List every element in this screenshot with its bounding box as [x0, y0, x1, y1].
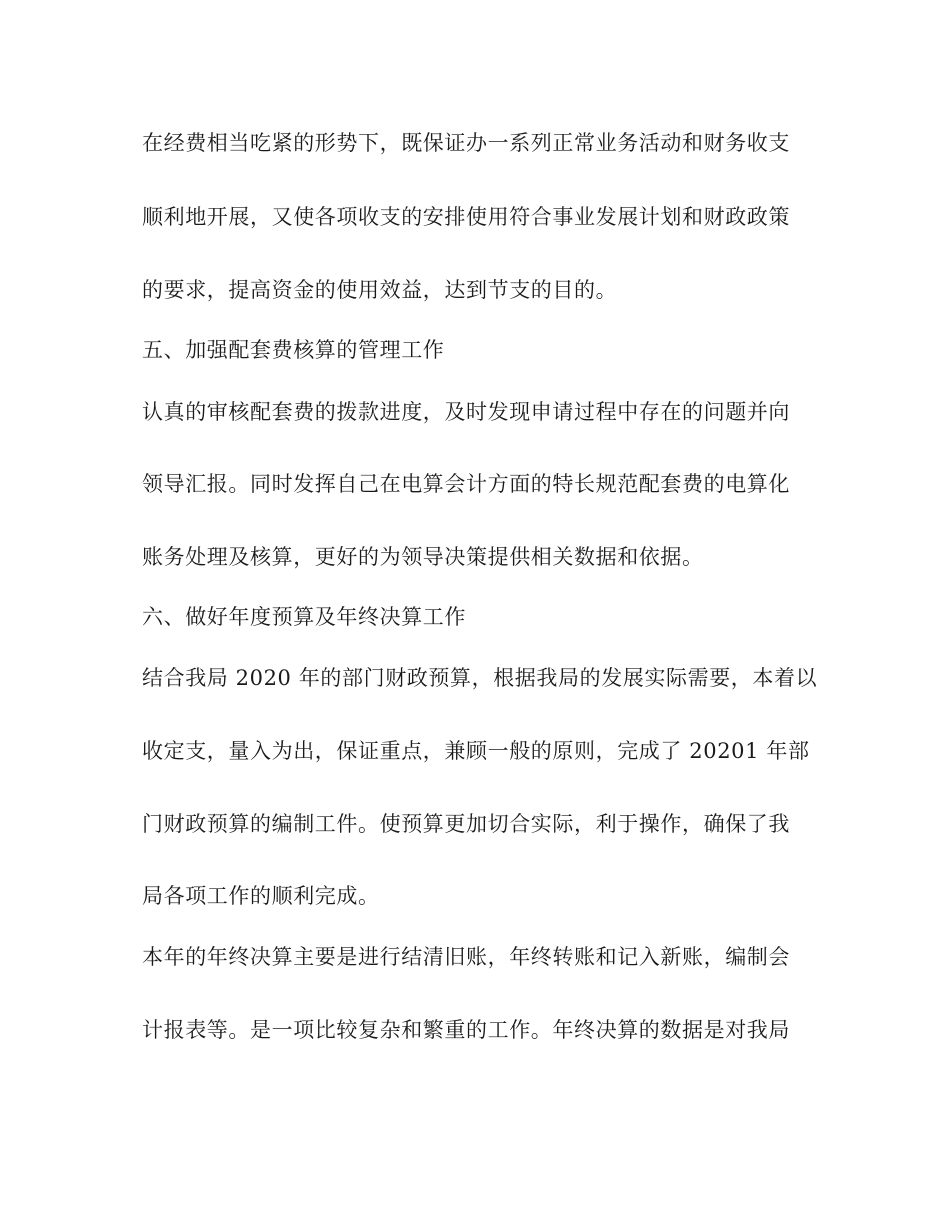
paragraph-line: 在经费相当吃紧的形势下，既保证办一系列正常业务活动和财务收支: [142, 131, 790, 155]
section-heading: 五、加强配套费核算的管理工作: [142, 338, 445, 362]
paragraph-line: 收定支，量入为出，保证重点，兼顾一般的原则，完成了 20201 年部: [142, 739, 810, 763]
paragraph-line: 领导汇报。同时发挥自己在电算会计方面的特长规范配套费的电算化: [142, 472, 790, 496]
paragraph-line: 结合我局 2020 年的部门财政预算，根据我局的发展实际需要，本着以: [142, 666, 818, 690]
paragraph-line: 的要求，提高资金的使用效益，达到节支的目的。: [142, 278, 618, 302]
paragraph-line: 顺利地开展，又使各项收支的安排使用符合事业发展计划和财政政策: [142, 205, 790, 229]
paragraph-line: 认真的审核配套费的拨款进度，及时发现申请过程中存在的问题并向: [142, 400, 790, 424]
paragraph-line: 本年的年终决算主要是进行结清旧账，年终转账和记入新账，编制会: [142, 945, 790, 969]
paragraph-line: 门财政预算的编制工件。使预算更加切合实际，利于操作，确保了我: [142, 812, 790, 836]
paragraph-line: 局各项工作的顺利完成。: [142, 884, 380, 908]
paragraph-line: 账务处理及核算，更好的为领导决策提供相关数据和依据。: [142, 545, 704, 569]
section-heading: 六、做好年度预算及年终决算工作: [142, 605, 466, 629]
paragraph-line: 计报表等。是一项比较复杂和繁重的工作。年终决算的数据是对我局: [142, 1018, 790, 1042]
